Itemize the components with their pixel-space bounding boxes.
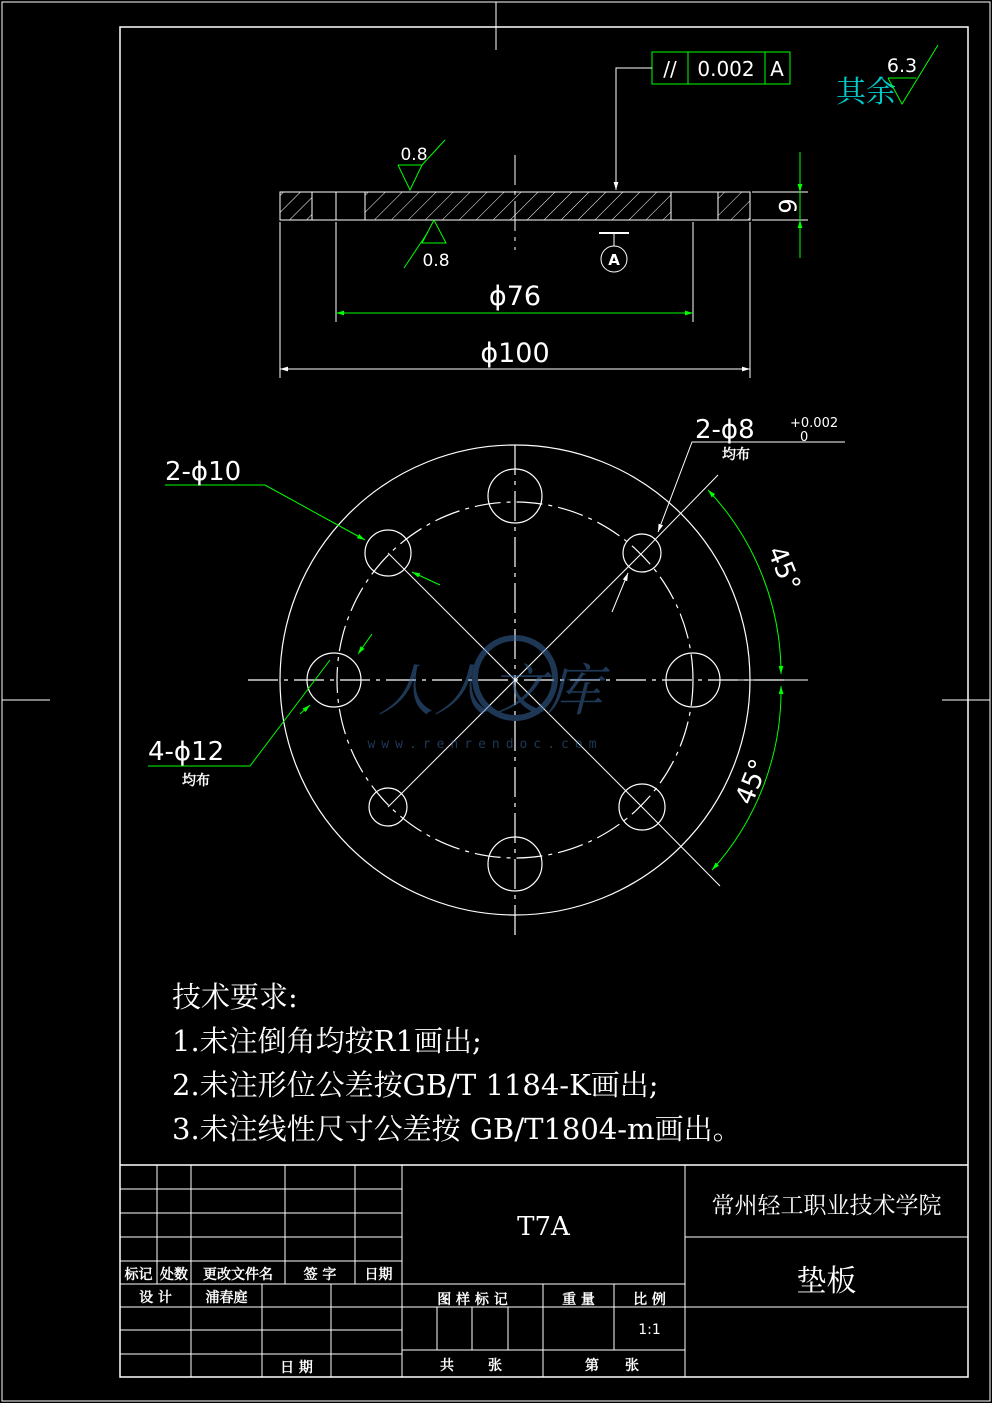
- watermark-url: www.renrendoc.com: [367, 737, 603, 752]
- label-qianzi: 签 字: [303, 1267, 337, 1283]
- roughness-other-value: 6.3: [886, 55, 918, 77]
- part-name: 垫板: [796, 1264, 857, 1299]
- thickness-dim-text: 6: [773, 198, 801, 214]
- hole-12-callout: 4-ϕ12: [148, 737, 225, 767]
- roughness-top-text: 0.8: [400, 145, 428, 165]
- label-zhang: 张: [488, 1358, 502, 1374]
- dim-outer-text: ϕ100: [480, 338, 550, 369]
- dim-inner-text: ϕ76: [488, 281, 542, 312]
- hole-8-tol-upper: +0.002: [790, 416, 839, 431]
- label-sheji: 设 计: [139, 1290, 172, 1306]
- label-biaoji: 标记: [124, 1267, 153, 1283]
- tolerance-symbol: //: [663, 57, 677, 81]
- tech-requirements-title: 技术要求:: [172, 980, 298, 1014]
- tech-requirement-1: 1.未注倒角均按R1画出;: [172, 1024, 482, 1058]
- label-riqi: 日期: [364, 1267, 393, 1283]
- label-zhongliang: 重 量: [562, 1292, 595, 1308]
- hole-8-note: 均布: [722, 447, 750, 463]
- hole-8-leader: [612, 442, 845, 612]
- roughness-other-prefix: 其余: [836, 75, 896, 110]
- tech-requirement-2: 2.未注形位公差按GB/T 1184-K画出;: [172, 1068, 659, 1102]
- label-tuyang: 图 样 标 记: [437, 1292, 508, 1308]
- tolerance-value: 0.002: [697, 57, 755, 81]
- scale-value: 1:1: [638, 1322, 661, 1338]
- label-riqi2: 日 期: [280, 1360, 313, 1376]
- school-name: 常州轻工职业技术学院: [711, 1193, 942, 1219]
- label-gengai: 更改文件名: [203, 1267, 273, 1283]
- label-bili: 比 例: [633, 1292, 666, 1308]
- angle-upper-text: 45°: [760, 542, 806, 596]
- label-gong: 共: [440, 1358, 454, 1374]
- label-chushu: 处数: [160, 1267, 188, 1283]
- hole-8-callout: 2-ϕ8: [695, 415, 755, 445]
- designer-name: 浦春庭: [205, 1290, 248, 1306]
- label-zhang2: 张: [625, 1358, 639, 1374]
- material-text: T7A: [517, 1212, 570, 1242]
- watermark: [367, 638, 610, 752]
- tech-requirement-3: 3.未注线性尺寸公差按 GB/T1804-m画出。: [172, 1112, 742, 1146]
- hole-10-leader: [165, 485, 440, 585]
- tolerance-datum: A: [770, 57, 784, 81]
- hole-8-tol-lower: 0: [800, 430, 809, 445]
- label-di: 第: [585, 1358, 599, 1374]
- hole-10-callout: 2-ϕ10: [165, 457, 242, 487]
- roughness-bottom-text: 0.8: [422, 251, 450, 271]
- datum-label: A: [608, 251, 620, 269]
- hole-12-note: 均布: [182, 773, 210, 789]
- watermark-text: 人人文库: [378, 659, 602, 724]
- angle-lower-text: 45°: [730, 755, 776, 809]
